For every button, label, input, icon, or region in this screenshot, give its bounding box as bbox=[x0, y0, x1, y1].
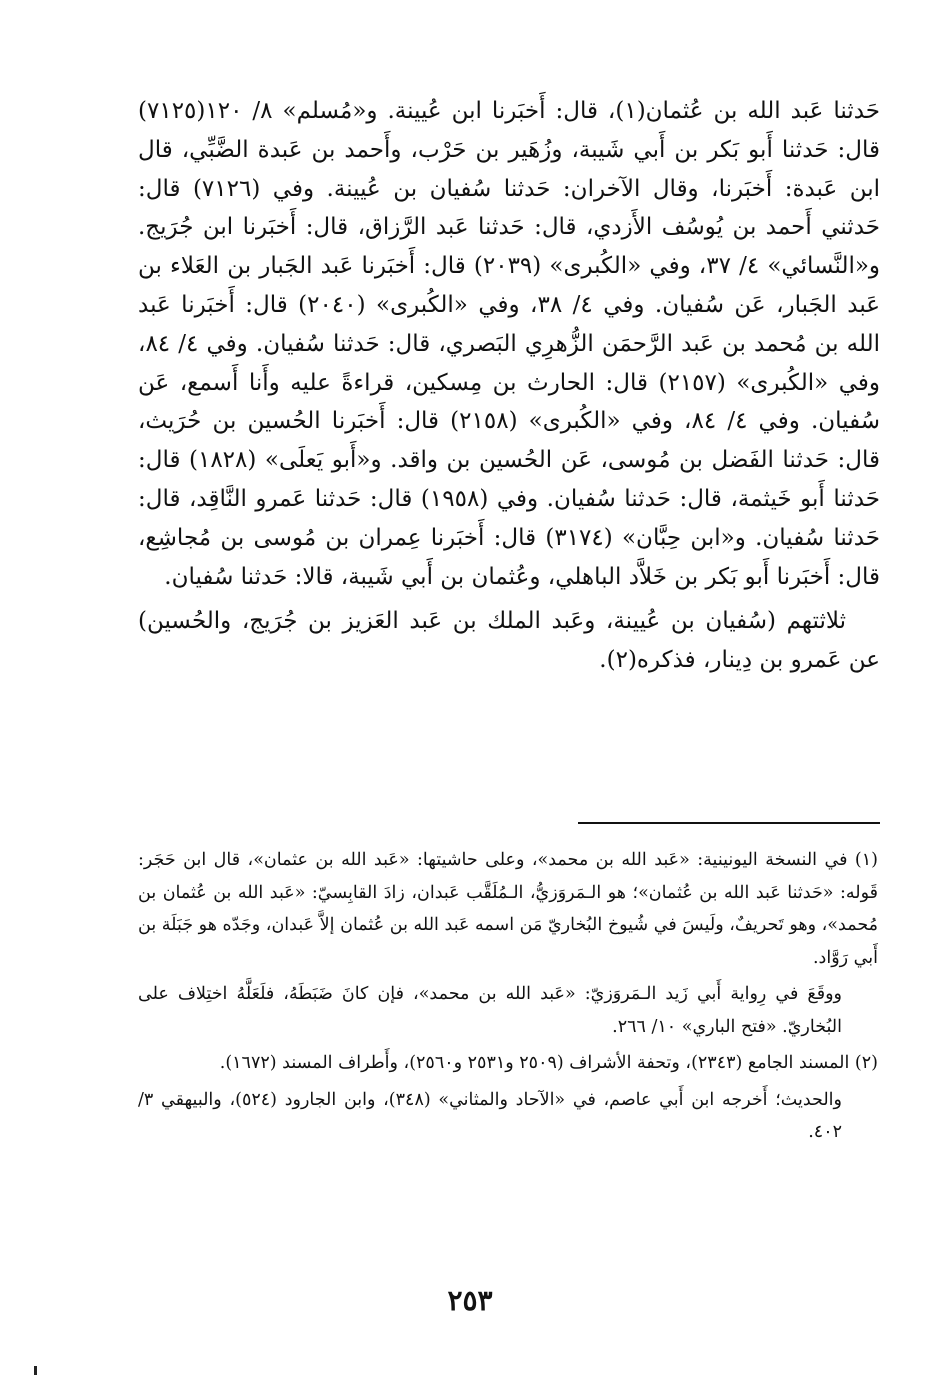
hadith-chain-paragraph: حَدثنا عَبد الله بن عُثمان(١)، قال: أَخبَرنا ابن عُيينة. و«مُسلم» ٨/ ١٢٠(٧١٢٥) قال: حَدثنا أَبو بَكر بن أَبي شَيبة، وزُهَير بن حَرْب، وأَحمد بن عَبدة الضَّبِّي، قال ابن عَبدة: أَخبَرنا، وقال الآخران: حَدثنا سُفيان بن عُيينة. وفي (٧١٢٦) قال: حَدثني أَحمد بن يُوسُف الأَزدي، قال: حَدثنا عَبد الرَّزاق، قال: أَخبَرنا ابن جُرَيج. و«النَّسائي» ٤/ ٣٧، وفي «الكُبرى» (٢٠٣٩) قال: أَخبَرنا عَبد الجَبار بن العَلاء بن عَبد الجَبار، عَن سُفيان. وفي ٤/ ٣٨، وفي «الكُبرى» (٢٠٤٠) قال: أَخبَرنا عَبد الله بن مُحمد بن عَبد الرَّحمَن الزُّهرِي البَصري، قال: حَدثنا سُفيان. وفي ٤/ ٨٤، وفي «الكُبرى» (٢١٥٧) قال: الحارث بن مِسكين، قراءةً عليه وأَنا أَسمع، عَن سُفيان. وفي ٤/ ٨٤، وفي «الكُبرى» (٢١٥٨) قال: أَخبَرنا الحُسين بن حُرَيث، قال: حَدثنا الفَضل بن مُوسى، عَن الحُسين بن واقد. و«أَبو يَعلَى» (١٨٢٨) قال: حَدثنا أَبو خَيثمة، قال: حَدثنا سُفيان. وفي (١٩٥٨) قال: حَدثنا عَمرو النَّاقِد، قال: حَدثنا سُفيان. و«ابن حِبَّان» (٣١٧٤) قال: أَخبَرنا عِمران بن مُوسى بن مُجاشِع، قال: أَخبَرنا أَبو بَكر بن خَلاَّد الباهلي، وعُثمان بن أَبي شَيبة، قالا: حَدثنا سُفيان. bbox=[138, 98, 881, 590]
scan-mark bbox=[34, 1366, 37, 1375]
main-text-block bbox=[138, 92, 880, 680]
footnote-1-continuation: ووقَعَ في رِواية أَبي زَيد الـمَروَزيّ: «عَبد الله بن محمد»، فإن كانَ ضَبَطَهُ، فلَعَلَّهُ اختِلاف على البُخاريّ. «فتح الباري» ١٠/ ٢٦٦. bbox=[138, 984, 842, 1037]
footnotes-block bbox=[138, 844, 878, 1149]
page-number: ٢٥٣ bbox=[447, 1284, 493, 1317]
hadith-summary-paragraph: ثلاثتهم (سُفيان بن عُيينة، وعَبد الملك بن عَبد العَزيز بن جُرَيج، والحُسين) عن عَمرو بن دِينار، فذكره(٢). bbox=[138, 608, 880, 674]
footnote-2: (٢) المسند الجامع (٢٣٤٣)، وتحفة الأشراف (٢٥٠٩ و٢٥٣١ و٢٥٦٠)، وأَطراف المسند (١٦٧٢). bbox=[219, 1053, 878, 1073]
footnote-1: (١) في النسخة اليونينية: «عَبد الله بن محمد»، وعلى حاشيتها: «عَبد الله بن عثمان»، قال ابن حَجَر: قَوله: «حَدثنا عَبد الله بن عُثمان»؛ هو الـمَروَزيُّ، الـمُلَقَّب عَبدان، زادَ القابِسيّ: «عَبد الله بن عُثمان بن مُحمد»، وهو تَحريفٌ، ولَيسَ في شُيوخ البُخاريّ مَن اسمه عَبد الله بن عُثمان إلاَّ عَبدان، وجَدّه هو جَبَلَة بن أَبي رَوَّاد. bbox=[138, 850, 878, 968]
footnote-2-continuation: والحديث؛ أَخرجه ابن أَبي عاصم، في «الآحاد والمثاني» (٣٤٨)، وابن الجارود (٥٢٤)، والبيهقي ٣/ ٤٠٢. bbox=[138, 1089, 842, 1142]
footnote-separator bbox=[578, 822, 880, 824]
